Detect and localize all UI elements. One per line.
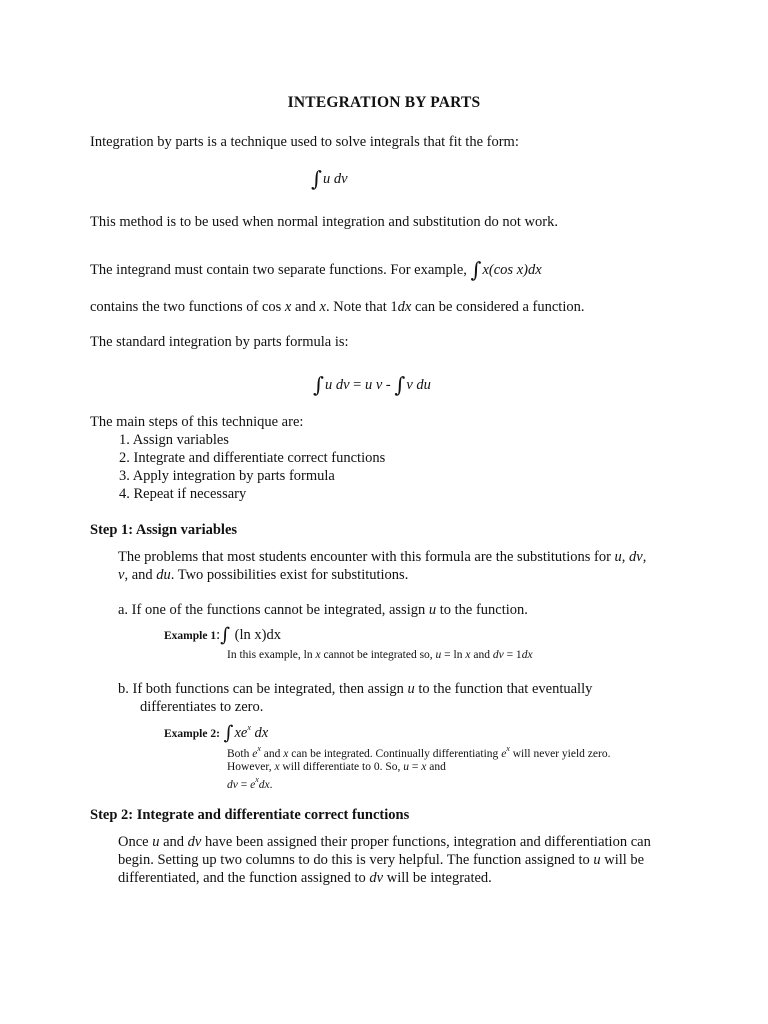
formula-expr: u dv: [322, 171, 348, 187]
text-run: and: [291, 299, 320, 315]
text-run: differentiated, and the function assigned to: [118, 870, 370, 886]
text-run: = ln: [441, 649, 466, 661]
var-x: x: [319, 299, 326, 315]
var-x: x: [315, 649, 321, 661]
option-a-text: [118, 602, 528, 619]
example-2-note-line: [227, 761, 446, 773]
steps-list-item: 1. Assign variables: [119, 432, 229, 448]
equals-sign: =: [349, 377, 365, 393]
text-run: However,: [227, 761, 275, 773]
text-run: will be: [600, 852, 645, 868]
example-2-note-line: [227, 745, 610, 760]
text-run: ,: [621, 549, 630, 565]
superscript: x: [255, 775, 259, 784]
text-run: cannot be integrated so,: [320, 649, 436, 661]
steps-intro: The main steps of this technique are:: [90, 414, 304, 430]
example-2: [164, 720, 268, 742]
text-run: to the function.: [436, 602, 528, 618]
steps-list-item: 2. Integrate and differentiate correct functions: [119, 450, 386, 466]
formula-u-dv: [311, 164, 348, 191]
text-run: and: [260, 747, 284, 760]
var-u: u: [152, 834, 160, 850]
var-e: e: [501, 747, 507, 760]
example-expr: xe: [234, 725, 248, 741]
example-expr: (ln x)dx: [231, 627, 281, 643]
steps-list-item: 4. Repeat if necessary: [119, 486, 247, 502]
parts-formula: [313, 370, 431, 397]
step1-heading: Step 1: Assign variables: [90, 522, 238, 538]
text-run: =: [409, 761, 422, 773]
step2-heading: Step 2: Integrate and differentiate correct functions: [90, 807, 410, 823]
var-x: x: [284, 299, 292, 315]
example-integral-expr: x(cos x)dx: [482, 262, 542, 278]
contains-text: [90, 299, 584, 316]
text-run: and: [159, 834, 188, 850]
text-run: a. If one of the functions cannot be integrated, assign: [118, 602, 429, 618]
text-run: to the function that eventually: [414, 681, 593, 697]
text-run: contains the two functions of cos: [90, 299, 285, 315]
superscript: x: [257, 744, 261, 753]
text-run: In this example, ln: [227, 649, 316, 661]
method-text: This method is to be used when normal integration and substitution do not work.: [90, 214, 558, 230]
text-run: can be integrated. Continually differentiating: [288, 747, 502, 760]
formula-lhs: u dv: [324, 377, 350, 393]
steps-list-item: 3. Apply integration by parts formula: [119, 468, 335, 484]
text-run: have been assigned their proper functions, integration and differentiation can: [201, 834, 651, 850]
var-x: x: [283, 747, 289, 760]
step2-paragraph-line: [118, 870, 492, 887]
standard-formula-intro: The standard integration by parts formula is:: [90, 334, 349, 350]
var-e: e: [250, 778, 256, 791]
var-dx: dx: [258, 778, 270, 791]
text-run: Both: [227, 747, 253, 760]
text-run: and: [470, 649, 493, 661]
var-dx: dx: [397, 299, 412, 315]
text-run: :: [216, 627, 221, 643]
minus-sign: -: [382, 377, 395, 393]
example-label: Example 2:: [164, 728, 220, 740]
var-dv: dv: [369, 870, 384, 886]
var-dv: dv: [187, 834, 202, 850]
var-e: e: [252, 747, 258, 760]
var-v: v: [118, 567, 125, 583]
step2-paragraph-line: [118, 834, 651, 851]
page-title: INTEGRATION BY PARTS: [287, 94, 481, 111]
integral-symbol: ∫: [311, 167, 322, 191]
integrand-text: [90, 255, 542, 282]
example-dx: dx: [250, 725, 269, 741]
integrand-sentence: The integrand must contain two separate functions. For example,: [90, 262, 471, 278]
option-b-text-cont: differentiates to zero.: [140, 699, 264, 715]
example-1-note: [227, 649, 533, 661]
text-run: . Two possibilities exist for substitutions.: [170, 567, 409, 583]
var-x: x: [465, 649, 471, 661]
integral-symbol: ∫: [313, 373, 324, 397]
option-b-text: [118, 681, 592, 698]
text-run: Once: [118, 834, 153, 850]
text-run: b. If both functions can be integrated, then assign: [118, 681, 408, 697]
text-run: . Note that 1: [325, 299, 398, 315]
var-u: u: [407, 681, 415, 697]
var-u: u: [403, 761, 410, 773]
text-run: The problems that most students encounter with this formula are the substitutions for: [118, 549, 615, 565]
integral-symbol: ∫: [220, 624, 231, 646]
text-run: will be integrated.: [383, 870, 492, 886]
step1-paragraph-line: [118, 567, 408, 584]
intro-text: Integration by parts is a technique used to solve integrals that fit the form:: [90, 134, 519, 150]
text-run: can be considered a function.: [411, 299, 585, 315]
text-run: .: [269, 778, 273, 791]
text-run: will never yield zero.: [509, 747, 611, 760]
integral-symbol: ∫: [223, 722, 234, 744]
example-label: Example 1: [164, 630, 217, 642]
text-run: begin. Setting up two columns to do this is very helpful. The function assigned to: [118, 852, 594, 868]
var-dv: dv: [227, 778, 238, 791]
formula-uv: u v: [364, 377, 383, 393]
text-run: will differentiate to 0. So,: [279, 761, 404, 773]
var-dv: dv: [629, 549, 643, 565]
integral-symbol: ∫: [470, 258, 482, 282]
var-du: du: [156, 567, 171, 583]
example-1: [164, 622, 281, 644]
text-run: ,: [642, 549, 647, 565]
example-2-note-line: [227, 776, 273, 791]
var-u: u: [593, 852, 601, 868]
var-u: u: [428, 602, 437, 618]
superscript: x: [247, 723, 251, 733]
var-dv: dv: [492, 649, 504, 661]
step2-paragraph-line: [118, 852, 644, 869]
superscript: x: [506, 744, 510, 753]
var-x: x: [274, 761, 280, 773]
text-run: , and: [124, 567, 157, 583]
text-run: = 1: [503, 649, 522, 661]
text-run: =: [237, 778, 251, 791]
var-u: u: [614, 549, 622, 565]
var-x: x: [421, 761, 427, 773]
var-u: u: [435, 649, 442, 661]
formula-vdu: v du: [406, 377, 431, 393]
var-dx: dx: [521, 649, 533, 661]
step1-paragraph-line: [118, 549, 646, 566]
integral-symbol: ∫: [394, 373, 406, 397]
text-run: and: [426, 761, 446, 773]
